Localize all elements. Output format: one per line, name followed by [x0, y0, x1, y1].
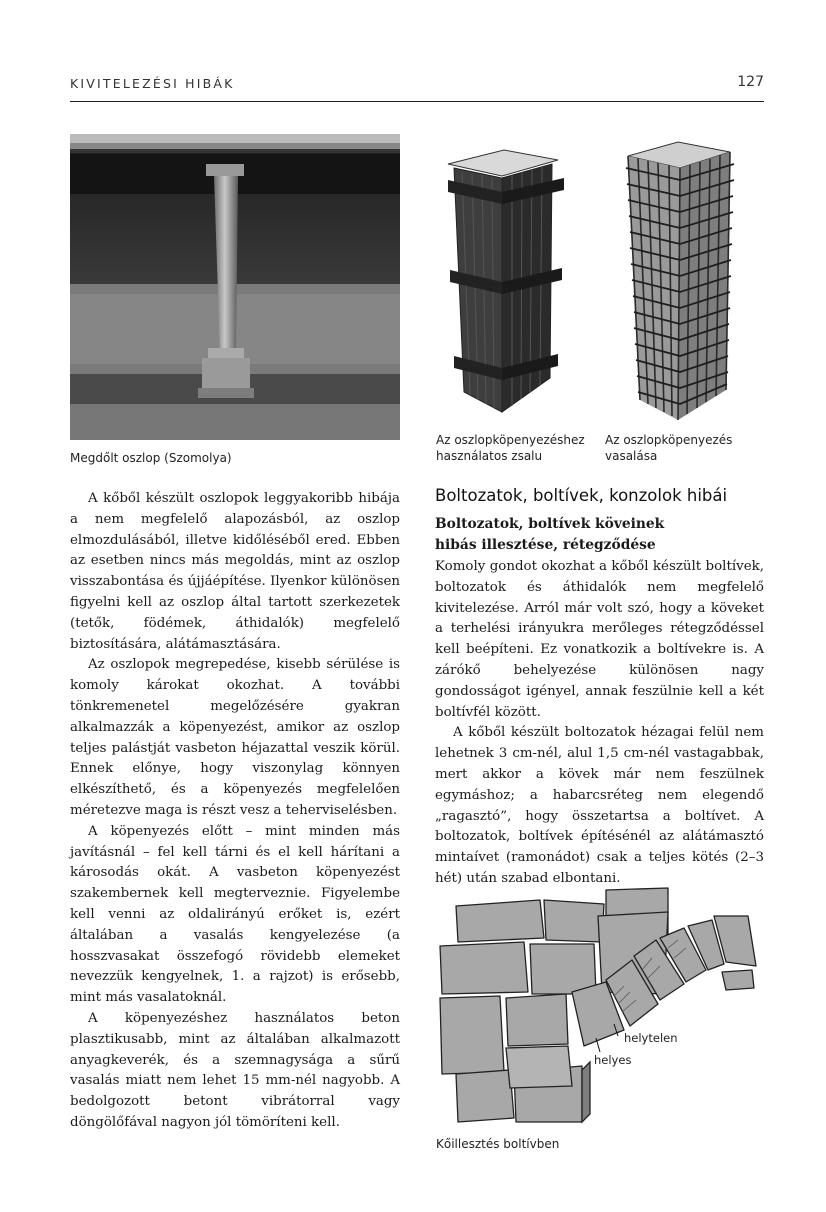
page-number: 127	[737, 74, 764, 90]
left-paragraph-4: A köpenyezéshez használatos beton plasztikusabb, mint az általában alkalmazott anyagkeverék, és a szemnagysága a sűrű vasalás miatt nem lehet 15 mm-nél nagyobb. A bedolgozott betont vibrátorral vagy döngölőfával nagyon jól tömöríteni kell.	[70, 1010, 400, 1130]
arch-label-wrong: helytelen	[624, 1031, 678, 1045]
rebar-caption: Az oszlopköpenyezés vasalása	[605, 433, 733, 463]
arch-label-right: helyes	[594, 1053, 632, 1067]
header-divider	[70, 101, 764, 102]
formwork-column-illustration	[440, 142, 582, 426]
running-header-title: KIVITELEZÉSI HIBÁK	[70, 76, 235, 91]
photo-caption: Megdőlt oszlop (Szomolya)	[70, 451, 232, 465]
left-column-text	[70, 489, 400, 1134]
left-paragraph-1: A kőből készült oszlopok leggyakoribb hibája a nem megfelelő alapozásból, az oszlop elmozdulásából, illetve kidőléséből ered. Ebben az esetben nincs más megoldás, mint az oszlop visszabontása és újjáépítése. Ilyenkor különösen figyelni kell az oszlop által tartott szerkezetek (tetők, födémek, áthidalók) megfelelő biztosítására, alátámasztására.	[70, 491, 400, 652]
rebar-cage-illustration	[614, 134, 744, 426]
tilted-column-photo	[70, 134, 400, 440]
right-paragraph-2: A kőből készült boltozatok hézagai felül nem lehetnek 3 cm-nél, alul 1,5 cm-nél vastagabbak, mert akkor a kövek már nem feszülnek egymáshoz; a habarcsréteg nem elegendő „ragasztó”, hogy összetartsa a boltívet. A boltozatok, boltívek építésénél az alátámasztó mintaívet (ramonádot) csak a teljes kötés (2–3 hét) után szabad elbontani.	[435, 725, 764, 886]
left-paragraph-3: A köpenyezés előtt – mint minden más javításnál – fel kell tárni és el kell hárítani a károsodás okát. A vasbeton köpenyezést szakembernek kell megterveznie. Figyelembe kell venni az oldalirányú erőket is, ezért általában a vasalás kengyelezése (a hosszvasakat összefogó rövidebb elemeket nevezzük kengyelnek, 1. a rajzot) is erősebb, mint más vasalatoknál.	[70, 823, 400, 1006]
right-paragraph-1: Komoly gondot okozhat a kőből készült boltívek, boltozatok és áthidalók nem megfelelő kivitelezése. Arról már volt szó, hogy a köveket a terhelési irányukra merőleges rétegződéssel kell beépíteni. Ez vonatkozik a boltívekre is. A zárókő behelyezése különösen nagy gondosságot igényel, annak feszülnie kell a két boltívfél között.	[435, 559, 764, 720]
left-paragraph-2: Az oszlopok megrepedése, kisebb sérülése is komoly károkat okozhat. A további tönkremenetel megelőzésére gyakran alkalmazzák a köpenyezést, amikor az oszlop teljes palástját vasbeton héjazattal veszik körül. Ennek előnye, hogy viszonylag könnyen elkészíthető, és a köpenyezés megfelelően méretezve maga is részt vesz a teherviselésben.	[70, 657, 400, 818]
subheading-line-2: hibás illesztése, rétegződése	[435, 537, 656, 553]
subheading-line-1: Boltozatok, boltívek köveinek	[435, 516, 665, 532]
arch-caption: Kőillesztés boltívben	[436, 1137, 560, 1151]
arch-stones-illustration	[436, 886, 766, 1126]
formwork-caption: Az oszlopköpenyezéshez használatos zsalu	[436, 433, 585, 463]
right-column-text	[435, 557, 764, 890]
section-heading: Boltozatok, boltívek, konzolok hibái	[435, 486, 728, 505]
